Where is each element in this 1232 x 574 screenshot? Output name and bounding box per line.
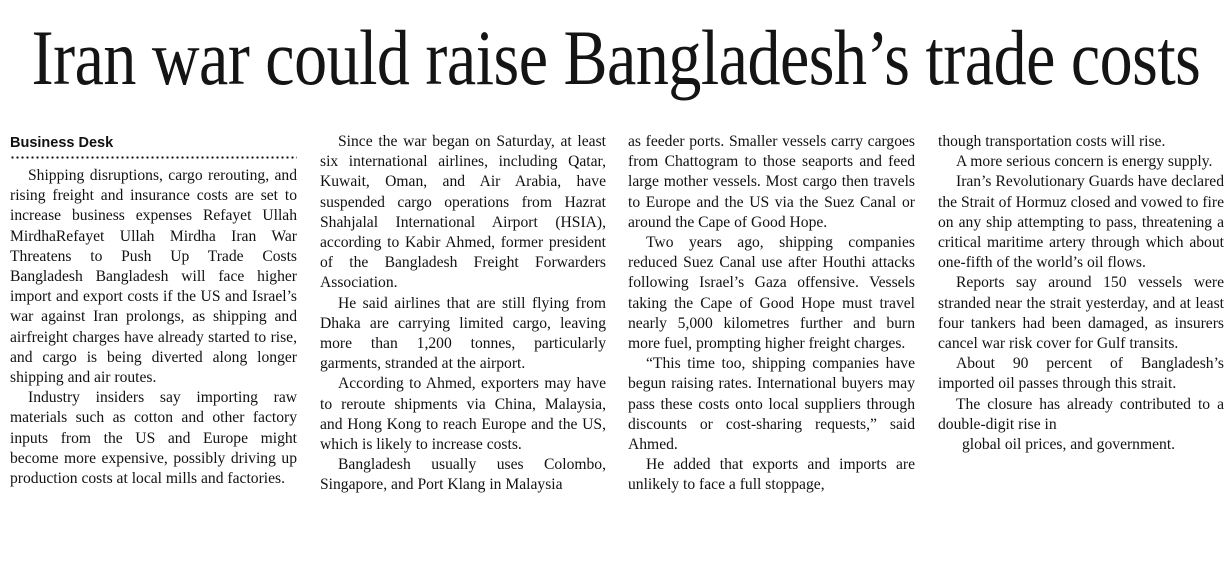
paragraph: He said airlines that are still flying from Dhaka are carrying limited cargo, leaving more than 1,200 tonnes, particularly garments, stranded at the airport. <box>320 294 606 373</box>
paragraph: Since the war began on Saturday, at least six international airlines, including Qatar, Kuwait, Oman, and Air Arabia, have suspended cargo operations from Hazrat Shahjalal International Airport (HSIA), according to Kabir Ahmed, former president of the Bangladesh Freight Forwarders Association. <box>320 133 606 292</box>
paragraph: Iran’s Revolutionary Guards have declared the Strait of Hormuz closed and vowed to fire on any ship attempting to pass, threatening a critical maritime artery through which about one-fifth of the world’s oil flows. <box>938 173 1224 272</box>
paragraph: Shipping disruptions, cargo rerouting, and rising freight and insurance costs are set to increase business expenses Refayet Ullah MirdhaRefayet Ullah Mirdha Iran War Threatens to Push Up Trade Costs Bangladesh Bangladesh will face higher import and export costs if the US and Israel’s war against Iran prolongs, as shipping and airfreight charges have already started to rise, and cargo is being diverted along longer shipping and air routes. <box>10 167 297 387</box>
paragraph: A more serious concern is energy supply. <box>956 153 1213 171</box>
paragraph: Reports say around 150 vessels were stranded near the strait yesterday, and at least four tankers had been damaged, as insurers cancel war risk cover for Gulf transits. <box>938 274 1224 353</box>
paragraph: “This time too, shipping companies have begun raising rates. International buyers may pass these costs onto local suppliers through discounts or cost-sharing requests,” said Ahmed. <box>628 355 915 454</box>
article-column-4 <box>938 132 1224 574</box>
paragraph: Bangladesh usually uses Colombo, Singapore, and Port Klang in Malaysia <box>320 456 606 494</box>
paragraph: Industry insiders say importing raw materials such as cotton and other factory inputs from the US and Europe might become more expensive, possibly driving up production costs at local mills and factories. <box>10 389 297 488</box>
paragraph: Two years ago, shipping companies reduced Suez Canal use after Houthi attacks following Israel’s Gaza offensive. Vessels taking the Cape of Good Hope must travel nearly 5,000 kilometres further and burn more fuel, prompting higher freight charges. <box>628 234 915 353</box>
headline: Iran war could raise Bangladesh’s trade costs <box>31 15 1201 102</box>
paragraph: He added that exports and imports are unlikely to face a full stoppage, <box>628 456 915 494</box>
article-column-3 <box>628 132 915 574</box>
article-column-1 <box>10 132 297 574</box>
paragraph: About 90 percent of Bangladesh’s imported oil passes through this strait. <box>938 355 1224 393</box>
paragraph-continued: though transportation costs will rise. <box>938 133 1166 150</box>
paragraph: According to Ahmed, exporters may have to reroute shipments via China, Malaysia, and Hong Kong to reach Europe and the US, which is likely to increase costs. <box>320 375 606 454</box>
byline: Business Desk <box>10 135 114 151</box>
paragraph-tail: global oil prices, and government. <box>962 436 1176 454</box>
paragraph-continued: as feeder ports. Smaller vessels carry cargoes from Chattogram to those seaports and feed large mother vessels. Most cargo then travels to Europe and the US via the Suez Canal or around the Cape of Good Hope. <box>628 133 915 231</box>
paragraph: The closure has already contributed to a double-digit rise in <box>938 395 1224 433</box>
article-column-2 <box>320 132 606 574</box>
dotted-divider <box>10 156 297 159</box>
